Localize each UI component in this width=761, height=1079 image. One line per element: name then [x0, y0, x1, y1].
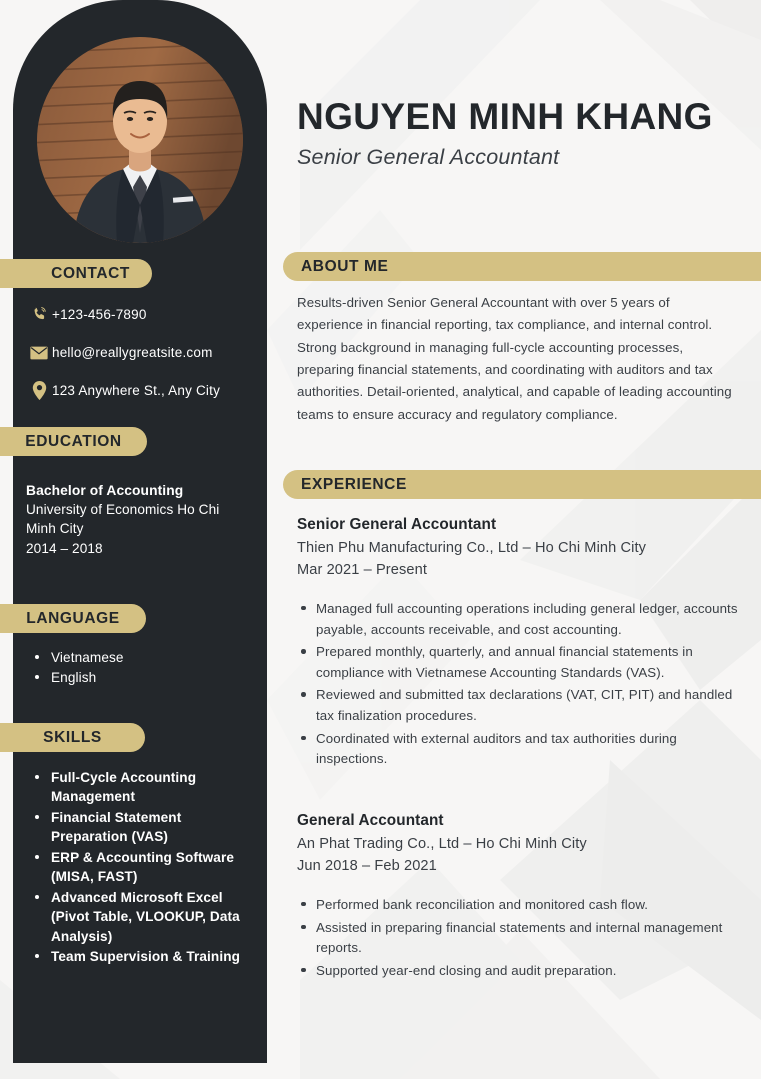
section-heading-contact-label: CONTACT [51, 264, 130, 282]
contact-item-address[interactable] [26, 379, 256, 402]
about-me-text: Results-driven Senior General Accountant with over 5 years of experience in financial reporting, tax compliance, and internal control. Strong background in managing full-cycle accounting processes, preparing financial statements, and coordinating with auditors and tax authorities. Detail-oriented, analytical, and capable of leading accounting teams to ensure accuracy and regulatory compliance. [297, 295, 732, 422]
page-title: NGUYEN MINH KHANG [297, 96, 713, 137]
list-item: Vietnamese [30, 648, 250, 667]
main-content [283, 0, 761, 1079]
list-item: Managed full accounting operations including general ledger, accounts payable, accounts receivable, and cost accounting. [297, 599, 747, 640]
experience-company: An Phat Trading Co., Ltd – Ho Chi Minh City [297, 836, 587, 852]
section-heading-experience-label: EXPERIENCE [301, 475, 407, 493]
experience-title: Senior General Accountant [297, 516, 497, 533]
list-item: Full-Cycle Accounting Management [30, 768, 260, 807]
education-school: University of Economics Ho Chi Minh City [26, 502, 220, 537]
experience-bullets [297, 895, 747, 981]
contact-address-value: 123 Anywhere St., Any City [52, 383, 221, 398]
experience-company: Thien Phu Manufacturing Co., Ltd – Ho Chi Minh City [297, 540, 647, 556]
location-icon [26, 381, 52, 400]
education-degree: Bachelor of Accounting [26, 483, 184, 498]
experience-title: General Accountant [297, 812, 444, 829]
phone-icon [26, 306, 52, 323]
section-heading-contact [0, 259, 152, 288]
section-heading-skills [0, 723, 145, 752]
list-item: Team Supervision & Training [30, 947, 260, 966]
contact-phone-value: +123-456-7890 [52, 307, 147, 322]
section-heading-language [0, 604, 146, 633]
list-item: Assisted in preparing financial statements and internal management reports. [297, 918, 747, 959]
list-item: Advanced Microsoft Excel (Pivot Table, VLOOKUP, Data Analysis) [30, 888, 260, 946]
skills-list [30, 768, 260, 966]
education-years: 2014 – 2018 [26, 540, 103, 556]
skills-block [30, 768, 260, 967]
avatar [37, 37, 243, 243]
contact-email-value: hello@reallygreatsite.com [52, 345, 213, 360]
list-item: Financial Statement Preparation (VAS) [30, 808, 260, 847]
section-heading-skills-label: SKILLS [43, 728, 102, 746]
email-icon [26, 346, 52, 360]
list-item: Coordinated with external auditors and tax authorities during inspections. [297, 729, 747, 770]
education-block [26, 483, 251, 558]
list-item: Reviewed and submitted tax declarations (VAT, CIT, PIT) and handled tax finalization procedures. [297, 685, 747, 726]
contact-item-phone[interactable] [26, 303, 256, 326]
section-heading-education [0, 427, 147, 456]
section-heading-about-me [283, 252, 761, 281]
section-heading-language-label: LANGUAGE [26, 609, 120, 627]
section-heading-education-label: EDUCATION [25, 432, 122, 450]
section-heading-experience [283, 470, 761, 499]
experience-bullets [297, 599, 747, 770]
list-item: Supported year-end closing and audit preparation. [297, 961, 747, 982]
experience-entry [297, 516, 747, 772]
job-role-subtitle: Senior General Accountant [297, 145, 560, 169]
list-item: English [30, 668, 250, 687]
experience-dates: Mar 2021 – Present [297, 562, 427, 579]
list-item: Prepared monthly, quarterly, and annual financial statements in compliance with Vietnamese Accounting Standards (VAS). [297, 642, 747, 683]
experience-entry [297, 812, 747, 983]
language-block [30, 648, 250, 689]
list-item: Performed bank reconciliation and monitored cash flow. [297, 895, 747, 916]
language-list [30, 648, 250, 688]
contact-list [26, 303, 256, 417]
experience-dates: Jun 2018 – Feb 2021 [297, 858, 437, 875]
section-heading-about-me-label: ABOUT ME [301, 257, 389, 275]
list-item: ERP & Accounting Software (MISA, FAST) [30, 848, 260, 887]
contact-item-email[interactable] [26, 341, 256, 364]
